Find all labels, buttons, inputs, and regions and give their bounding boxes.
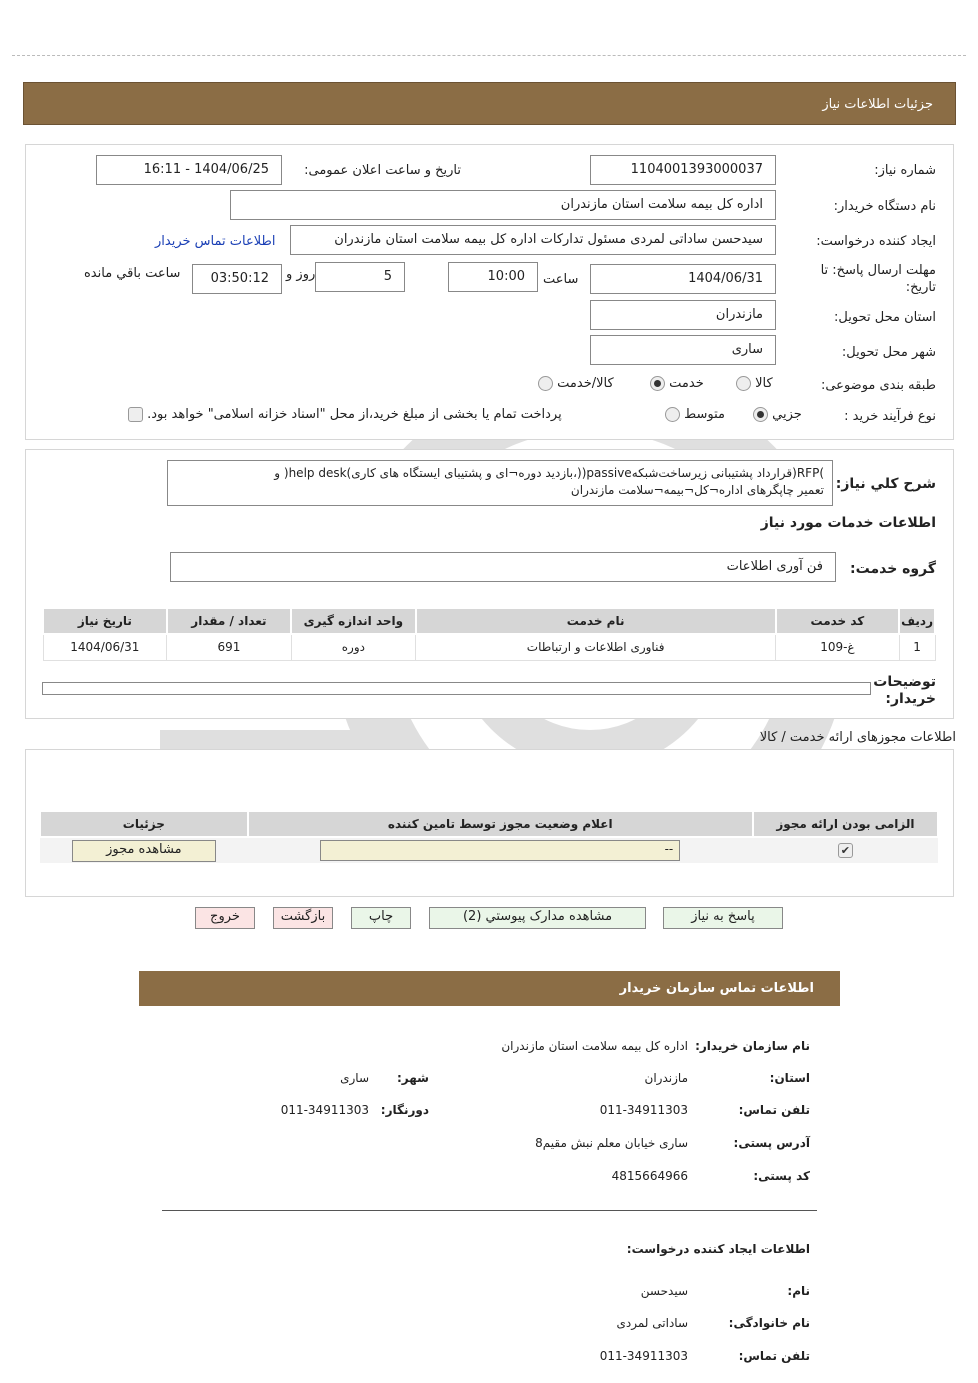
category-goods-radio[interactable] [736,376,751,391]
contact-header [139,971,840,1006]
category-both-option[interactable] [538,376,614,391]
view-docs-button[interactable]: مشاهده مدارک پیوستي (2) [429,907,646,929]
announce-label: تاریخ و ساعت اعلان عمومی: [304,163,461,178]
page-title: جزئیات اطلاعات نیاز [822,97,933,112]
creator-name-label: نام: [787,1284,810,1298]
process-medium-option[interactable] [665,407,725,422]
cell-unit: دوره [291,634,415,660]
creator-phone-label: تلفن تماس: [738,1349,810,1363]
need-number-field: 1104001393000037 [590,155,776,185]
contact-divider [162,1210,817,1211]
days-label: روز و [286,267,316,282]
deadline-time-label: ساعت [543,272,579,287]
process-partial-radio[interactable] [753,407,768,422]
contact-phone-label: تلفن تماس: [738,1103,810,1117]
contact-fax-value: 011-34911303 [280,1103,369,1117]
buyer-notes-box [42,682,871,695]
contact-province-label: استان: [769,1071,810,1085]
contact-address-label: آدرس پستی: [733,1136,810,1150]
description-box [167,460,833,506]
services-table-header [43,608,935,634]
contact-org-label: نام سازمان خریدار: [695,1039,810,1053]
cell-name: فناوری اطلاعات و ارتباطات [416,634,776,660]
treasury-payment-option[interactable] [128,407,562,422]
contact-phone-value: 011-34911303 [599,1103,688,1117]
category-both-label: کالا/خدمت [557,376,614,391]
category-service-label: خدمت [669,376,704,391]
category-goods-option[interactable] [736,376,773,391]
contact-postal-value: 4815664966 [611,1169,688,1183]
province-label: استان محل تحویل: [834,310,936,325]
page-header [23,82,956,125]
reply-button[interactable]: پاسخ به نیاز [663,907,783,929]
process-partial-option[interactable] [753,407,802,422]
services-table [42,607,936,661]
col-qty: تعداد / مقدار [167,608,291,634]
col-row: ردیف [899,608,935,634]
permit-status-field[interactable]: -- [320,840,680,861]
creator-info-title: اطلاعات ایجاد کننده درخواست: [626,1242,810,1256]
permit-col-required: الزامی بودن ارائه مجوز [753,811,938,837]
category-both-radio[interactable] [538,376,553,391]
need-number-label: شماره نیاز: [874,163,936,178]
buyer-org-label: نام دستگاه خریدار: [833,199,936,214]
col-code: کد خدمت [776,608,899,634]
cell-row: 1 [899,634,935,660]
announce-field: 1404/06/25 - 16:11 [96,155,282,185]
service-group-label: گروه خدمت: [850,561,936,577]
permit-col-status: اعلام وضعیت مجوز توسط تامین کننده [248,811,753,837]
deadline-date-field: 1404/06/31 [590,264,776,294]
cell-qty: 691 [167,634,291,660]
need-info-panel [25,144,954,440]
buyer-notes-label-2: خریدار: [885,691,936,707]
permits-table [39,810,939,863]
top-divider [12,55,966,56]
treasury-payment-checkbox[interactable] [128,407,143,422]
col-date: تاریخ نیاز [43,608,167,634]
cell-date: 1404/06/31 [43,634,167,660]
category-service-option[interactable] [650,376,704,391]
creator-field: سیدحسن ساداتی لمردی مسئول تدارکات اداره کل بیمه سلامت استان مازندران [290,225,776,255]
permits-table-header [40,811,938,837]
contact-postal-label: کد پستی: [753,1169,810,1183]
process-medium-radio[interactable] [665,407,680,422]
contact-city-value: ساری [340,1071,369,1085]
creator-name-value: سیدحسن [640,1284,688,1298]
creator-family-value: ساداتی لمردی [616,1316,688,1330]
permit-col-details: جزئیات [40,811,248,837]
permits-title: اطلاعات مجوزهای ارائه خدمت / کالا [759,730,956,745]
deadline-label-2: تاریخ: [905,280,936,295]
creator-label: ایجاد کننده درخواست: [816,234,936,249]
category-service-radio[interactable] [650,376,665,391]
creator-family-label: نام خانوادگی: [728,1316,810,1330]
contact-city-label: شهر: [397,1071,429,1085]
category-goods-label: کالا [755,376,773,391]
description-label: شرح کلي نياز: [835,476,936,492]
view-permit-button[interactable]: مشاهده مجوز [72,840,216,862]
buyer-notes-label-1: توضیحات [873,674,936,690]
contact-title: اطلاعات تماس سازمان خریدار [619,981,814,996]
buyer-contact-link[interactable]: اطلاعات تماس خریدار [155,234,276,249]
remaining-time-label: ساعت باقي مانده [84,266,181,281]
treasury-payment-note: پرداخت تمام یا بخشی از مبلغ خرید،از محل "اسناد خزانه اسلامی" خواهد بود. [147,407,562,422]
province-field: مازندران [590,300,776,330]
exit-button[interactable]: خروج [195,907,255,929]
description-line-1: )RFP(قرارداد پشتیبانی زیرساخت‌شبکه‌passive((،بازدید دوره¬ای و پشتیبای ایستگاه های کاری)help desk( و [274,466,824,480]
city-field: ساری [590,335,776,365]
deadline-label-1: مهلت ارسال پاسخ: تا [820,263,936,278]
table-row [43,634,935,660]
description-line-2: تعمیر چاپگرهای اداره¬کل¬بیمه¬سلامت مازندران [570,483,824,497]
permit-row [40,837,938,863]
days-field: 5 [315,262,405,292]
permit-required-checkbox: ✔ [838,843,853,858]
city-label: شهر محل تحویل: [841,345,936,360]
print-button[interactable]: چاپ [351,907,411,929]
process-label: نوع فرآیند خرید : [844,409,936,424]
contact-fax-label: دورنگار: [380,1103,429,1117]
back-button[interactable]: بازگشت [273,907,333,929]
process-medium-label: متوسط [684,407,725,422]
cell-code: غ-109 [776,634,899,660]
services-section-title: اطلاعات خدمات مورد نیاز [760,515,936,531]
remaining-time-field: 03:50:12 [192,264,282,294]
process-partial-label: جزيي [772,407,802,422]
category-label: طبقه بندی موضوعی: [820,378,936,393]
col-unit: واحد اندازه گیری [291,608,415,634]
contact-org-value: اداره کل بیمه سلامت استان مازندران [501,1039,688,1053]
contact-province-value: مازندران [644,1071,688,1085]
service-group-field: فن آوری اطلاعات [170,552,836,582]
col-name: نام خدمت [416,608,776,634]
creator-phone-value: 011-34911303 [599,1349,688,1363]
buyer-org-field: اداره کل بیمه سلامت استان مازندران [230,190,776,220]
contact-address-value: ساری خیابان معلم نبش مقیم8 [535,1136,688,1150]
deadline-time-field: 10:00 [448,262,538,292]
